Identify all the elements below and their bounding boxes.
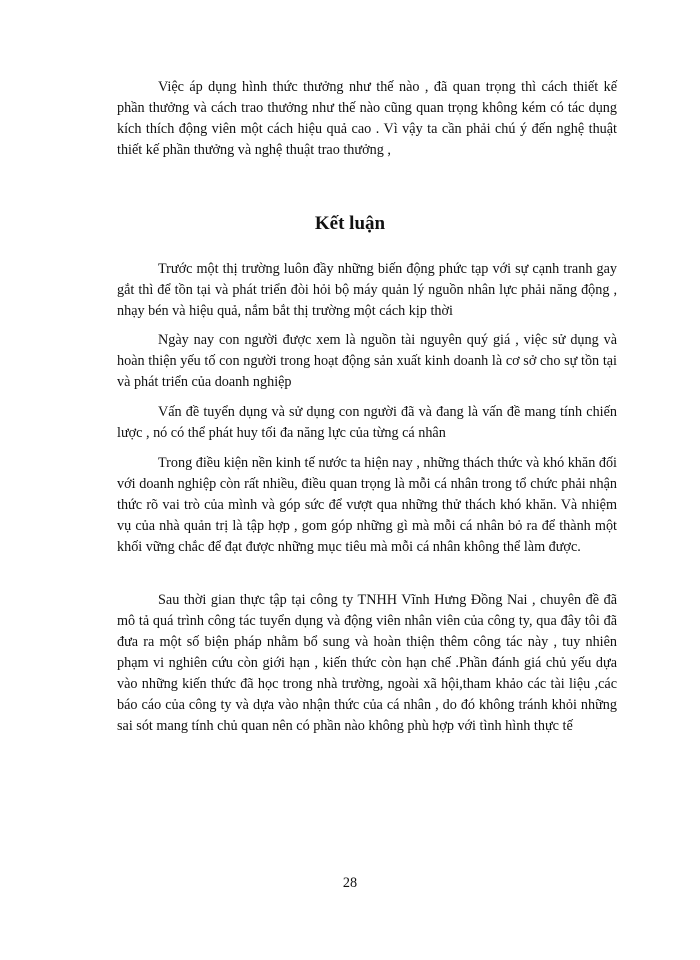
section-heading: Kết luận (314, 213, 386, 234)
conclusion-paragraph-1: Trước một thị trường luôn đầy những biến động phức tạp với sự cạnh tranh gay gắt thì để tồn tại và phát triển đòi hỏi bộ máy quản lý nguồn nhân lực phải năng động , nhạy bén và hiệu quả, nắm bắt thị trường một cách kịp thời (117, 261, 617, 319)
conclusion-paragraph-4: Trong điều kiện nền kinh tế nước ta hiện nay , những thách thức và khó khăn đối với doanh nghiệp còn rất nhiều, điều quan trọng là mỗi cá nhân trong tổ chức phải nhận thức rõ vai trò của mình và góp sức để vượt qua những thử thách khó khăn. Và nhiệm vụ của nhà quản trị là tập hợp , gom góp những gì mà mỗi cá nhân bỏ ra để thành một khối vững chắc để đạt được những mục tiêu mà mỗi cá nhân không thể làm được. (117, 455, 617, 555)
page-number: 28 (342, 875, 358, 891)
intro-paragraph: Việc áp dụng hình thức thưởng như thế nào , đã quan trọng thì cách thiết kế phần thưởng và cách trao thưởng như thế nào cũng quan trọng không kém có tác dụng kích thích động viên một cách hiệu quả cao . Vì vậy ta cần phải chú ý đến nghệ thuật thiết kế phần thưởng và nghệ thuật trao thưởng , (117, 79, 617, 158)
conclusion-paragraph-2: Ngày nay con người được xem là nguồn tài nguyên quý giá , việc sử dụng và hoàn thiện yếu tố con người trong hoạt động sản xuất kinh doanh là cơ sở cho sự tồn tại và phát triển của doanh nghiệp (117, 332, 617, 390)
conclusion-paragraph-3: Vấn đề tuyển dụng và sử dụng con người đã và đang là vấn đề mang tính chiến lược , nó có thể phát huy tối đa năng lực của từng cá nhân (117, 404, 617, 441)
conclusion-paragraph-5: Sau thời gian thực tập tại công ty TNHH Vĩnh Hưng Đồng Nai , chuyên đề đã mô tả quá trình công tác tuyển dụng và động viên nhân viên của công ty, qua đây tôi đã đưa ra một số biện pháp nhằm bổ sung và hoàn thiện thêm công tác này , tuy nhiên phạm vi nghiên cứu còn giới hạn , kiến thức còn hạn chế .Phần đánh giá chủ yếu dựa vào những kiến thức đã học trong nhà trường, ngoài xã hội,tham khảo các tài liệu ,các báo cáo của công ty và dựa vào nhận thức của cá nhân , do đó không tránh khỏi những sai sót mang tính chủ quan nên có phần nào không phù hợp với tình hình thực tế (117, 592, 617, 734)
